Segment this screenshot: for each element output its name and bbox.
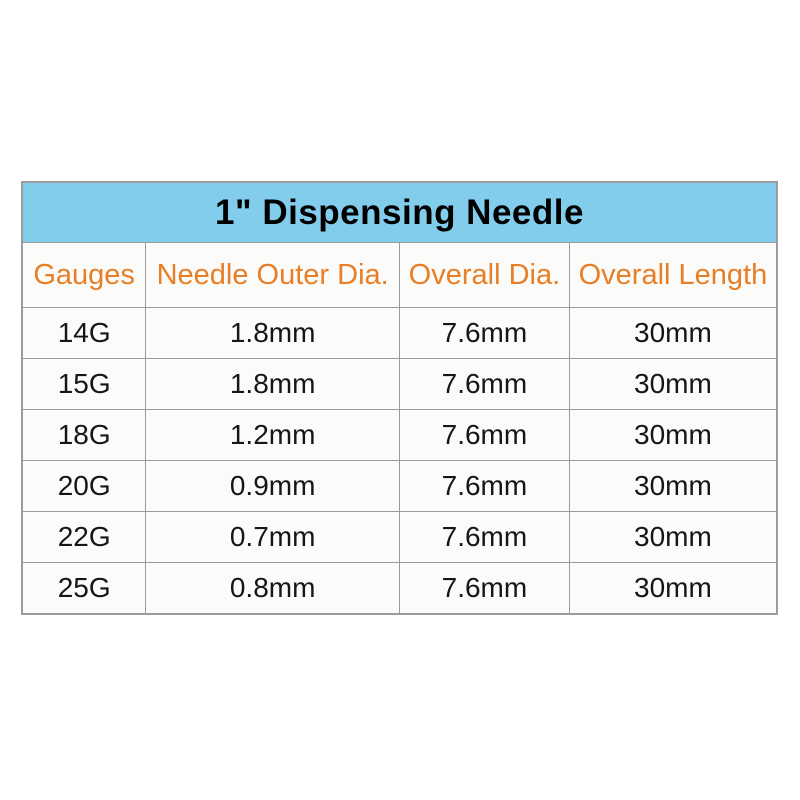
cell-outer-dia: 0.9mm — [146, 461, 400, 512]
col-header-overall-length: Overall Length — [569, 243, 777, 308]
cell-gauge: 20G — [22, 461, 146, 512]
cell-overall-dia: 7.6mm — [399, 308, 569, 359]
col-header-needle-outer-dia: Needle Outer Dia. — [146, 243, 400, 308]
cell-gauge: 15G — [22, 359, 146, 410]
cell-overall-length: 30mm — [569, 461, 777, 512]
col-header-overall-dia: Overall Dia. — [399, 243, 569, 308]
cell-outer-dia: 1.2mm — [146, 410, 400, 461]
table-row — [22, 563, 777, 615]
cell-outer-dia: 1.8mm — [146, 308, 400, 359]
header-row — [22, 243, 777, 308]
cell-overall-length: 30mm — [569, 563, 777, 615]
table-row — [22, 461, 777, 512]
cell-outer-dia: 0.8mm — [146, 563, 400, 615]
cell-overall-length: 30mm — [569, 359, 777, 410]
cell-overall-length: 30mm — [569, 512, 777, 563]
cell-gauge: 22G — [22, 512, 146, 563]
cell-overall-length: 30mm — [569, 410, 777, 461]
cell-overall-length: 30mm — [569, 308, 777, 359]
cell-outer-dia: 0.7mm — [146, 512, 400, 563]
cell-overall-dia: 7.6mm — [399, 461, 569, 512]
cell-gauge: 14G — [22, 308, 146, 359]
col-header-gauges: Gauges — [22, 243, 146, 308]
cell-gauge: 18G — [22, 410, 146, 461]
cell-overall-dia: 7.6mm — [399, 512, 569, 563]
cell-overall-dia: 7.6mm — [399, 563, 569, 615]
table-row — [22, 410, 777, 461]
table-row — [22, 308, 777, 359]
cell-overall-dia: 7.6mm — [399, 359, 569, 410]
cell-overall-dia: 7.6mm — [399, 410, 569, 461]
title-row — [22, 182, 777, 243]
table-row — [22, 512, 777, 563]
table-row — [22, 359, 777, 410]
cell-outer-dia: 1.8mm — [146, 359, 400, 410]
cell-gauge: 25G — [22, 563, 146, 615]
table-title: 1" Dispensing Needle — [22, 182, 777, 243]
spec-table — [21, 181, 778, 615]
